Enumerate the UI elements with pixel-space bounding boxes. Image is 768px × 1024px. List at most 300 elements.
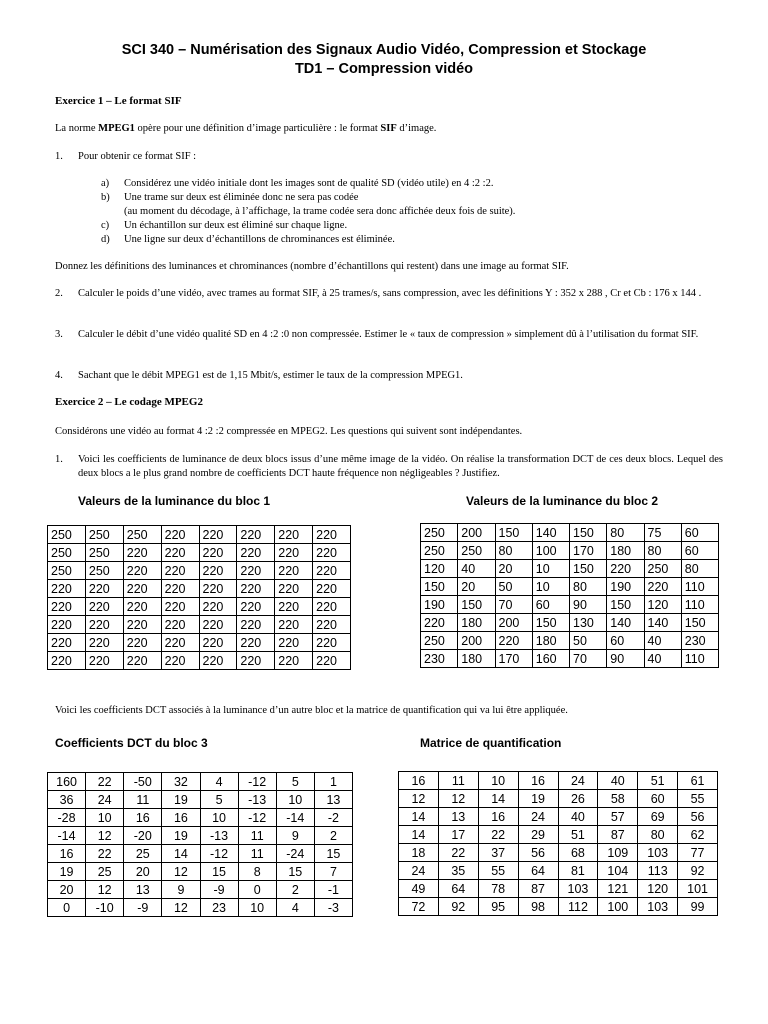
table-cell: 80: [644, 542, 681, 560]
table-cell: 92: [678, 862, 718, 880]
table-cell: 110: [681, 578, 718, 596]
table-cell: 50: [570, 632, 607, 650]
table-cell: 80: [495, 542, 532, 560]
table-cell: -14: [48, 827, 86, 845]
table-cell: 112: [558, 898, 598, 916]
table-cell: -14: [276, 809, 314, 827]
table-cell: 90: [607, 650, 644, 668]
table-row: [48, 899, 353, 917]
table-cell: 180: [607, 542, 644, 560]
table-cell: 68: [558, 844, 598, 862]
table-row: [48, 881, 353, 899]
table-cell: -3: [314, 899, 352, 917]
table-row: [399, 826, 718, 844]
table-cell: 140: [607, 614, 644, 632]
table-cell: 220: [313, 598, 351, 616]
table-cell: 81: [558, 862, 598, 880]
table-cell: 49: [399, 880, 439, 898]
block-2-caption: Valeurs de la luminance du bloc 2: [466, 494, 659, 508]
table-cell: 13: [124, 881, 162, 899]
table-cell: 220: [495, 632, 532, 650]
sub-item-text: (au moment du décodage, à l’affichage, la trame codée sera donc affichée deux fois de suite).: [124, 206, 516, 217]
table-cell: -1: [314, 881, 352, 899]
sub-item-label: c): [101, 220, 110, 231]
table-cell: 150: [495, 524, 532, 542]
table-cell: 99: [678, 898, 718, 916]
table-cell: 103: [558, 880, 598, 898]
table-cell: 103: [638, 898, 678, 916]
table-cell: 220: [85, 580, 123, 598]
exercise-2-heading: Exercice 2 – Le codage MPEG2: [55, 396, 203, 408]
table-cell: 16: [124, 809, 162, 827]
table-cell: 87: [598, 826, 638, 844]
table-cell: 60: [681, 524, 718, 542]
table-cell: 32: [162, 773, 200, 791]
table-row: [48, 845, 353, 863]
table-cell: 19: [48, 863, 86, 881]
table-row: [48, 863, 353, 881]
page-subtitle: TD1 – Compression vidéo: [294, 61, 474, 77]
table-cell: 9: [162, 881, 200, 899]
table-row: [421, 524, 719, 542]
table-cell: 12: [162, 899, 200, 917]
table-cell: 220: [237, 562, 275, 580]
table-cell: 220: [237, 580, 275, 598]
table-cell: 56: [518, 844, 558, 862]
table-row: [421, 632, 719, 650]
table-row: [421, 614, 719, 632]
table-cell: 29: [518, 826, 558, 844]
table-cell: 180: [458, 650, 495, 668]
table-cell: 24: [399, 862, 439, 880]
table-cell: 5: [200, 791, 238, 809]
table-cell: 0: [238, 881, 276, 899]
table-cell: 16: [478, 808, 518, 826]
block-2-table: [420, 523, 719, 668]
table-cell: 15: [276, 863, 314, 881]
table-cell: 10: [200, 809, 238, 827]
table-cell: 220: [161, 526, 199, 544]
table-cell: 103: [638, 844, 678, 862]
table-cell: 92: [438, 898, 478, 916]
table-cell: 220: [199, 526, 237, 544]
dct-caption: Coefficients DCT du bloc 3: [55, 736, 208, 750]
table-cell: 220: [237, 598, 275, 616]
table-cell: 10: [238, 899, 276, 917]
table-row: [421, 560, 719, 578]
table-cell: 25: [86, 863, 124, 881]
table-cell: 2: [314, 827, 352, 845]
block-1-caption: Valeurs de la luminance du bloc 1: [78, 494, 271, 508]
table-cell: 78: [478, 880, 518, 898]
table-cell: 250: [48, 562, 86, 580]
page-title: SCI 340 – Numérisation des Signaux Audio Vidéo, Compression et Stockage: [121, 42, 647, 58]
table-cell: 250: [458, 542, 495, 560]
table-cell: 11: [124, 791, 162, 809]
table-cell: 150: [607, 596, 644, 614]
table-cell: 113: [638, 862, 678, 880]
question-text: Sachant que le débit MPEG1 est de 1,15 Mbit/s, estimer le taux de la compression MPEG1.: [78, 370, 463, 381]
table-cell: 14: [162, 845, 200, 863]
table-cell: 140: [644, 614, 681, 632]
table-cell: 20: [124, 863, 162, 881]
table-cell: 15: [314, 845, 352, 863]
table-cell: 60: [607, 632, 644, 650]
table-cell: 26: [558, 790, 598, 808]
table-cell: 80: [607, 524, 644, 542]
table-cell: 220: [48, 634, 86, 652]
table-cell: 4: [200, 773, 238, 791]
question-text: Pour obtenir ce format SIF :: [78, 151, 197, 162]
table-cell: 70: [495, 596, 532, 614]
table-cell: 220: [275, 580, 313, 598]
table-cell: 220: [199, 652, 237, 670]
table-cell: 150: [570, 560, 607, 578]
table-cell: -13: [200, 827, 238, 845]
table-row: [399, 790, 718, 808]
table-cell: 220: [275, 544, 313, 562]
table-cell: 110: [681, 596, 718, 614]
table-cell: 121: [598, 880, 638, 898]
table-cell: 2: [276, 881, 314, 899]
question-number: 1.: [55, 454, 63, 465]
block-1-table: [47, 525, 351, 670]
table-cell: 250: [85, 562, 123, 580]
table-cell: 250: [48, 544, 86, 562]
table-cell: 180: [458, 614, 495, 632]
sub-item-label: a): [101, 178, 110, 189]
table-cell: 24: [558, 772, 598, 790]
table-cell: 11: [438, 772, 478, 790]
table-cell: 22: [478, 826, 518, 844]
table-cell: 220: [48, 580, 86, 598]
table-cell: -12: [200, 845, 238, 863]
table-cell: 109: [598, 844, 638, 862]
table-cell: 90: [570, 596, 607, 614]
table-cell: 120: [638, 880, 678, 898]
table-cell: 60: [681, 542, 718, 560]
table-cell: 19: [162, 791, 200, 809]
question-text: Calculer le poids d’une vidéo, avec trames au format SIF, à 25 trames/s, sans compression, avec les définitions Y : 352 x 288 , Cr et Cb : 176 x 144 .: [78, 288, 702, 299]
table-cell: 51: [638, 772, 678, 790]
table-cell: 40: [458, 560, 495, 578]
question-text: Calculer le débit d’une vidéo qualité SD en 4 :2 :0 non compressée. Estimer le « taux de compression » simplement dû à l’utilisation du format SIF.: [78, 329, 699, 340]
table-cell: 69: [638, 808, 678, 826]
table-cell: 220: [161, 598, 199, 616]
table-cell: 220: [48, 598, 86, 616]
table-cell: 110: [681, 650, 718, 668]
table-cell: 220: [313, 616, 351, 634]
table-row: [48, 562, 351, 580]
table-cell: 20: [48, 881, 86, 899]
quant-table: [398, 771, 718, 916]
table-cell: 250: [48, 526, 86, 544]
table-cell: 40: [558, 808, 598, 826]
table-cell: 11: [238, 827, 276, 845]
table-cell: 220: [161, 562, 199, 580]
table-cell: 80: [681, 560, 718, 578]
table-cell: 77: [678, 844, 718, 862]
table-cell: -9: [124, 899, 162, 917]
sub-item-text: Un échantillon sur deux est éliminé sur chaque ligne.: [124, 220, 348, 231]
table-cell: 24: [86, 791, 124, 809]
table-cell: 220: [161, 580, 199, 598]
table-cell: 220: [275, 652, 313, 670]
table-row: [399, 808, 718, 826]
table-cell: 220: [123, 652, 161, 670]
dct-table: [47, 772, 353, 917]
table-cell: 55: [678, 790, 718, 808]
table-cell: 7: [314, 863, 352, 881]
table-cell: 12: [162, 863, 200, 881]
table-cell: -28: [48, 809, 86, 827]
table-row: [421, 542, 719, 560]
table-cell: 150: [681, 614, 718, 632]
table-cell: 80: [638, 826, 678, 844]
table-cell: 13: [314, 791, 352, 809]
sub-item-text: Une trame sur deux est éliminée donc ne sera pas codée: [124, 192, 359, 203]
table-cell: 220: [275, 616, 313, 634]
table-cell: 51: [558, 826, 598, 844]
table-cell: 11: [238, 845, 276, 863]
table-cell: 250: [421, 542, 458, 560]
table-row: [421, 650, 719, 668]
table-cell: 220: [161, 544, 199, 562]
table-cell: 220: [85, 616, 123, 634]
table-cell: 180: [532, 632, 569, 650]
sub-item-label: d): [101, 234, 110, 245]
table-cell: 12: [399, 790, 439, 808]
table-cell: 16: [48, 845, 86, 863]
table-cell: 62: [678, 826, 718, 844]
table-cell: 130: [570, 614, 607, 632]
table-row: [48, 580, 351, 598]
table-cell: 95: [478, 898, 518, 916]
table-cell: 220: [123, 598, 161, 616]
table-cell: 10: [276, 791, 314, 809]
table-cell: 9: [276, 827, 314, 845]
exercise-2-intro: Considérons une vidéo au format 4 :2 :2 compressée en MPEG2. Les questions qui suivent sont indépendantes.: [55, 426, 523, 437]
table-cell: 220: [313, 562, 351, 580]
table-row: [48, 652, 351, 670]
table-cell: 220: [313, 634, 351, 652]
table-cell: 10: [478, 772, 518, 790]
table-cell: 40: [644, 650, 681, 668]
question-number: 2.: [55, 288, 63, 299]
table-row: [48, 773, 353, 791]
table-cell: 22: [438, 844, 478, 862]
table-cell: 64: [438, 880, 478, 898]
table-cell: 220: [85, 598, 123, 616]
table-cell: 160: [48, 773, 86, 791]
table-cell: 220: [237, 616, 275, 634]
table-cell: 16: [399, 772, 439, 790]
table-cell: 120: [421, 560, 458, 578]
table-cell: 220: [161, 652, 199, 670]
table-cell: 80: [570, 578, 607, 596]
table-row: [399, 844, 718, 862]
table-cell: 160: [532, 650, 569, 668]
table-cell: 14: [399, 826, 439, 844]
sub-item-text: Une ligne sur deux d’échantillons de chrominances est éliminée.: [124, 234, 395, 245]
table-cell: 220: [275, 634, 313, 652]
question-number: 3.: [55, 329, 63, 340]
table-cell: 220: [275, 598, 313, 616]
table-cell: 220: [123, 562, 161, 580]
table-cell: 60: [638, 790, 678, 808]
question-text: Voici les coefficients de luminance de deux blocs issus d’une même image de la vidéo. On réalise la transformation DCT de ces deux blocs. Lequel des deux blocs a le plus grand nombre de coefficients DCT haute fréquence non négligeables ? Justifiez.: [78, 454, 723, 479]
table-cell: 4: [276, 899, 314, 917]
table-cell: 250: [85, 544, 123, 562]
table-cell: 220: [275, 526, 313, 544]
question-number: 4.: [55, 370, 63, 381]
table-cell: -12: [238, 773, 276, 791]
table-row: [421, 596, 719, 614]
table-cell: 40: [644, 632, 681, 650]
table-row: [399, 880, 718, 898]
table-cell: -9: [200, 881, 238, 899]
table-cell: 220: [123, 580, 161, 598]
sub-item-text: Considérez une vidéo initiale dont les images sont de qualité SD (vidéo utile) en 4 :2 :2.: [124, 178, 494, 189]
table-row: [48, 634, 351, 652]
table-cell: 220: [199, 634, 237, 652]
table-cell: 56: [678, 808, 718, 826]
sub-item-label: b): [101, 192, 110, 203]
table-cell: 220: [48, 652, 86, 670]
table-row: [48, 791, 353, 809]
table-cell: 72: [399, 898, 439, 916]
table-row: [48, 598, 351, 616]
table-cell: 15: [200, 863, 238, 881]
table-cell: 10: [532, 578, 569, 596]
exercise-1-heading: Exercice 1 – Le format SIF: [55, 95, 182, 107]
table-cell: 20: [458, 578, 495, 596]
table-cell: 190: [421, 596, 458, 614]
table-cell: 0: [48, 899, 86, 917]
table-cell: 1: [314, 773, 352, 791]
table-cell: 220: [199, 562, 237, 580]
table-cell: 220: [199, 616, 237, 634]
table-cell: 220: [644, 578, 681, 596]
table-cell: 220: [237, 526, 275, 544]
table-cell: 250: [421, 632, 458, 650]
table-cell: -12: [238, 809, 276, 827]
table-cell: 150: [532, 614, 569, 632]
table-cell: 8: [238, 863, 276, 881]
table-cell: 230: [421, 650, 458, 668]
table-cell: 12: [438, 790, 478, 808]
table-cell: 250: [644, 560, 681, 578]
table-cell: 64: [518, 862, 558, 880]
table-cell: 220: [313, 526, 351, 544]
table-cell: 200: [495, 614, 532, 632]
table-cell: 250: [123, 526, 161, 544]
table-row: [399, 772, 718, 790]
table-cell: 37: [478, 844, 518, 862]
table-cell: 220: [161, 634, 199, 652]
table-cell: 200: [458, 632, 495, 650]
quant-caption: Matrice de quantification: [420, 736, 562, 750]
table-cell: 12: [86, 881, 124, 899]
table-cell: -20: [124, 827, 162, 845]
table-cell: 20: [495, 560, 532, 578]
table-cell: -10: [86, 899, 124, 917]
table-cell: 5: [276, 773, 314, 791]
table-row: [421, 578, 719, 596]
table-cell: 23: [200, 899, 238, 917]
table-cell: 98: [518, 898, 558, 916]
table-cell: 57: [598, 808, 638, 826]
table-cell: 170: [570, 542, 607, 560]
table-cell: 150: [458, 596, 495, 614]
table-cell: 17: [438, 826, 478, 844]
table-row: [399, 862, 718, 880]
table-cell: 104: [598, 862, 638, 880]
table-cell: 220: [313, 580, 351, 598]
table-cell: 58: [598, 790, 638, 808]
table-cell: -50: [124, 773, 162, 791]
table-cell: 220: [123, 616, 161, 634]
table-cell: 250: [85, 526, 123, 544]
table-cell: 13: [438, 808, 478, 826]
question-number: 1.: [55, 151, 63, 162]
table-row: [48, 544, 351, 562]
table-cell: 220: [313, 652, 351, 670]
table-cell: 12: [86, 827, 124, 845]
table-cell: 150: [421, 578, 458, 596]
table-cell: 55: [478, 862, 518, 880]
question-definitions: Donnez les définitions des luminances et chrominances (nombre d’échantillons qui restent) dans une image au format SIF.: [55, 261, 569, 272]
table-cell: 220: [123, 544, 161, 562]
table-cell: 220: [85, 634, 123, 652]
table-cell: 220: [199, 580, 237, 598]
table-cell: 230: [681, 632, 718, 650]
table-cell: -13: [238, 791, 276, 809]
table-cell: -24: [276, 845, 314, 863]
table-cell: 200: [458, 524, 495, 542]
dct-intro: Voici les coefficients DCT associés à la luminance d’un autre bloc et la matrice de quantification qui va lui être appliquée.: [55, 705, 568, 716]
table-cell: 14: [399, 808, 439, 826]
table-cell: 150: [570, 524, 607, 542]
table-cell: 220: [313, 544, 351, 562]
table-cell: 140: [532, 524, 569, 542]
table-cell: 220: [237, 544, 275, 562]
table-cell: 22: [86, 845, 124, 863]
table-cell: 75: [644, 524, 681, 542]
table-cell: 87: [518, 880, 558, 898]
table-cell: 10: [532, 560, 569, 578]
table-cell: 40: [598, 772, 638, 790]
table-cell: 250: [421, 524, 458, 542]
table-cell: 18: [399, 844, 439, 862]
table-cell: 16: [162, 809, 200, 827]
exercise-1-intro: La norme MPEG1 opère pour une définition d’image particulière : le format SIF d’image.: [55, 123, 437, 134]
table-cell: 120: [644, 596, 681, 614]
table-cell: 220: [199, 598, 237, 616]
table-row: [48, 827, 353, 845]
table-cell: 50: [495, 578, 532, 596]
table-cell: 25: [124, 845, 162, 863]
table-cell: 220: [85, 652, 123, 670]
table-cell: 220: [237, 652, 275, 670]
table-cell: 220: [421, 614, 458, 632]
table-row: [48, 809, 353, 827]
table-cell: 19: [162, 827, 200, 845]
table-cell: 220: [275, 562, 313, 580]
table-row: [399, 898, 718, 916]
table-cell: 220: [607, 560, 644, 578]
table-cell: 16: [518, 772, 558, 790]
